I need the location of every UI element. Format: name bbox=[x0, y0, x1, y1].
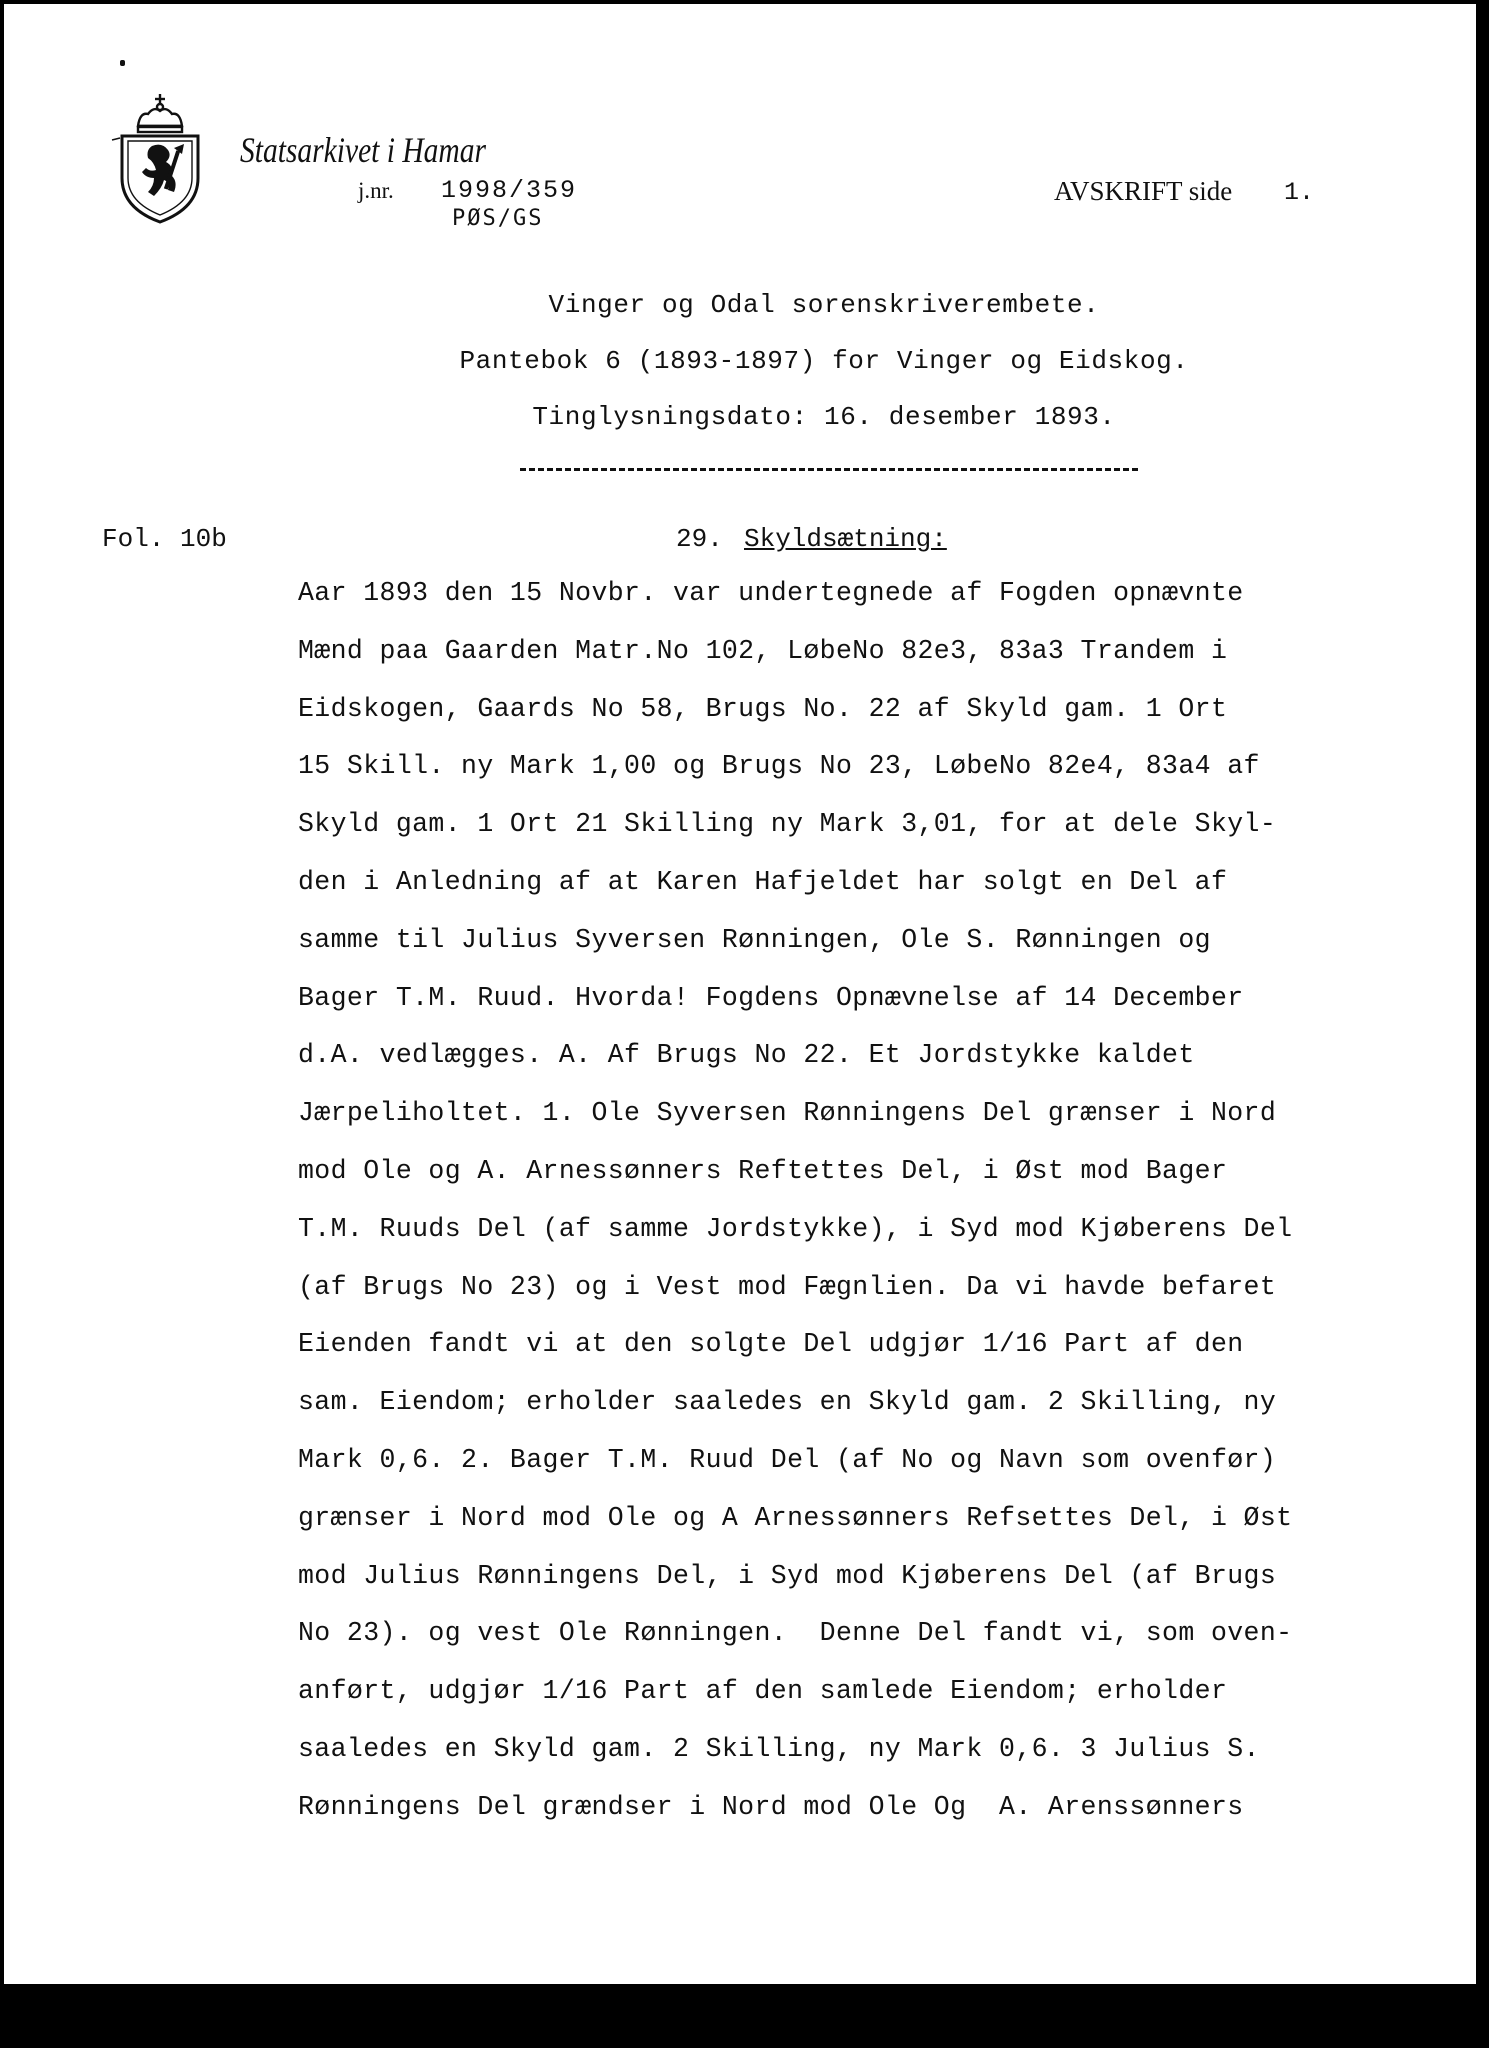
folio-reference: Fol. 10b bbox=[102, 524, 227, 554]
text-line: (af Brugs No 23) og i Vest mod Fægnlien. Da vi havde befaret bbox=[298, 1271, 1277, 1302]
text-line: Bager T.M. Ruud. Hvorda! Fogdens Opnævnelse af 14 December bbox=[298, 982, 1244, 1013]
text-line: d.A. vedlægges. A. Af Brugs No 22. Et Jordstykke kaldet bbox=[298, 1040, 1195, 1071]
text-line: No 23). og vest Ole Rønningen. Denne Del fandt vi, som oven- bbox=[298, 1618, 1293, 1649]
text-line: grænser i Nord mod Ole og A Arnessønners Refsettes Del, i Øst bbox=[298, 1502, 1293, 1533]
dashed-rule bbox=[520, 468, 1138, 471]
text-line: Eidskogen, Gaards No 58, Brugs No. 22 af Skyld gam. 1 Ort bbox=[298, 693, 1228, 724]
text-line: Aar 1893 den 15 Novbr. var undertegnede af Fogden opnævnte bbox=[298, 578, 1244, 608]
copy-page-number: 1. bbox=[1284, 178, 1315, 207]
text-line: mod Julius Rønningens Del, i Syd mod Kjøberens Del (af Brugs bbox=[298, 1560, 1277, 1591]
coat-of-arms-icon bbox=[108, 92, 212, 224]
text-line: saaledes en Skyld gam. 2 Skilling, ny Mark 0,6. 3 Julius S. bbox=[298, 1733, 1260, 1764]
text-line: samme til Julius Syversen Rønningen, Ole S. Rønningen og bbox=[298, 924, 1211, 955]
entry-title: Skyldsætning: bbox=[744, 524, 947, 554]
text-line: T.M. Ruuds Del (af samme Jordstykke), i Syd mod Kjøberens Del bbox=[298, 1213, 1293, 1244]
registration-date: Tinglysningsdato: 16. desember 1893. bbox=[532, 402, 1116, 432]
text-line: mod Ole og A. Arnessønners Reftettes Del, i Øst mod Bager bbox=[298, 1155, 1228, 1186]
document-page bbox=[4, 4, 1476, 1984]
entry-number: 29. bbox=[676, 524, 723, 554]
copy-label: AVSKRIFT side bbox=[1054, 176, 1233, 206]
register-book-title: Pantebok 6 (1893-1897) for Vinger og Eidskog. bbox=[459, 346, 1189, 376]
journal-number-value: 1998/359 bbox=[441, 176, 578, 205]
reference-initials: PØS/GS bbox=[452, 206, 544, 231]
text-line: anført, udgjør 1/16 Part af den samlede Eiendom; erholder bbox=[298, 1676, 1228, 1707]
text-line: 15 Skill. ny Mark 1,00 og Brugs No 23, LøbeNo 82e4, 83a4 af bbox=[298, 751, 1260, 782]
court-office-title: Vinger og Odal sorenskriverembete. bbox=[548, 290, 1100, 320]
ink-speck bbox=[120, 60, 125, 66]
text-line: Rønningens Del grændser i Nord mod Ole Og A. Arenssønners bbox=[298, 1791, 1244, 1822]
text-line: den i Anledning af at Karen Hafjeldet har solgt en Del af bbox=[298, 866, 1228, 897]
text-line: Mark 0,6. 2. Bager T.M. Ruud Del (af No og Navn som ovenfør) bbox=[298, 1444, 1277, 1475]
text-line: sam. Eiendom; erholder saaledes en Skyld gam. 2 Skilling, ny bbox=[298, 1387, 1277, 1418]
institution-name: Statsarkivet i Hamar bbox=[240, 130, 486, 170]
journal-number-label: j.nr. bbox=[358, 178, 394, 203]
text-line: Mænd paa Gaarden Matr.No 102, LøbeNo 82e3, 83a3 Trandem i bbox=[298, 635, 1228, 666]
text-line: Skyld gam. 1 Ort 21 Skilling ny Mark 3,01, for at dele Skyl- bbox=[298, 809, 1277, 840]
text-line: Eienden fandt vi at den solgte Del udgjør 1/16 Part af den bbox=[298, 1329, 1244, 1360]
text-line: Jærpeliholtet. 1. Ole Syversen Rønningens Del grænser i Nord bbox=[298, 1098, 1277, 1129]
entry-body bbox=[298, 576, 1448, 1848]
